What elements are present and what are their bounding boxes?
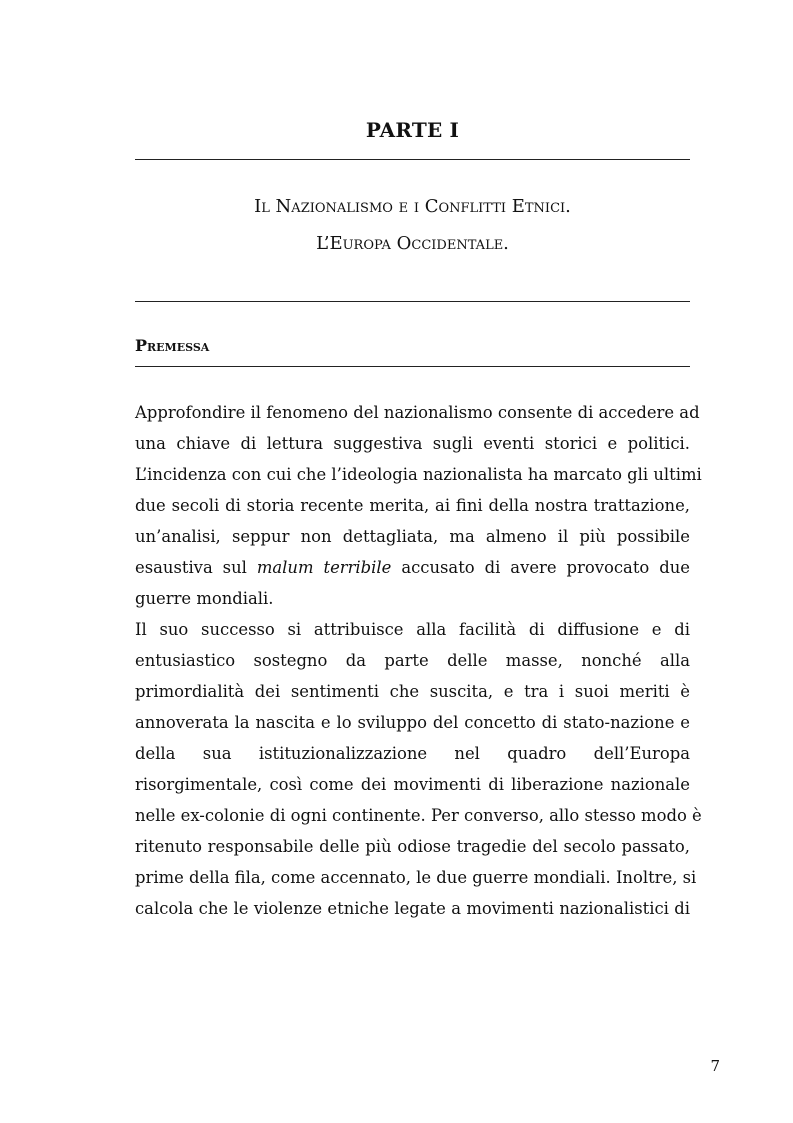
part-title: PARTE I [365, 118, 460, 142]
text-line: Il suo successo si attribuisce alla facilità di diffusione e di [135, 620, 690, 639]
divider-rule [135, 159, 690, 160]
text-line: annoverata la nascita e lo sviluppo del concetto di stato-nazione e [135, 713, 690, 732]
divider-rule [135, 366, 690, 367]
text-line: un’analisi, seppur non dettagliata, ma almeno il più possibile [135, 527, 690, 546]
section-heading: Premessa [135, 336, 210, 355]
text-line: risorgimentale, così come dei movimenti di liberazione nazionale [135, 775, 690, 794]
text-line [135, 552, 690, 583]
text-line: due secoli di storia recente merita, ai fini della nostra trattazione, [135, 496, 690, 515]
divider-rule [135, 301, 690, 302]
italic-phrase: malum terribile [256, 558, 392, 577]
text-line: L’incidenza con cui che l’ideologia nazionalista ha marcato gli ultimi [135, 465, 702, 484]
text-line: della sua istituzionalizzazione nel quadro dell’Europa [135, 744, 690, 763]
text-line: guerre mondiali. [135, 589, 274, 608]
text-line: nelle ex-colonie di ogni continente. Per converso, allo stesso modo è [135, 806, 702, 825]
text-line: primordialità dei sentimenti che suscita, e tra i suoi meriti è [135, 682, 690, 701]
chapter-title-line-1: Il Nazionalismo e i Conflitti Etnici. [254, 196, 571, 217]
text-line: calcola che le violenze etniche legate a movimenti nazionalistici di [135, 899, 690, 918]
text-line: ritenuto responsabile delle più odiose tragedie del secolo passato, [135, 837, 690, 856]
text-fragment: accusato di avere provocato due [401, 558, 690, 577]
text-line: una chiave di lettura suggestiva sugli eventi storici e politici. [135, 434, 690, 453]
chapter-title-line-2: L’Europa Occidentale. [316, 233, 509, 254]
text-line: Approfondire il fenomeno del nazionalismo consente di accedere ad [135, 403, 700, 422]
body-text [135, 397, 702, 924]
text-line: prime della fila, come accennato, le due guerre mondiali. Inoltre, si [135, 868, 697, 887]
text-line: entusiastico sostegno da parte delle masse, nonché alla [135, 651, 690, 670]
text-fragment: esaustiva sul [135, 558, 247, 577]
page-number: 7 [710, 1057, 720, 1075]
